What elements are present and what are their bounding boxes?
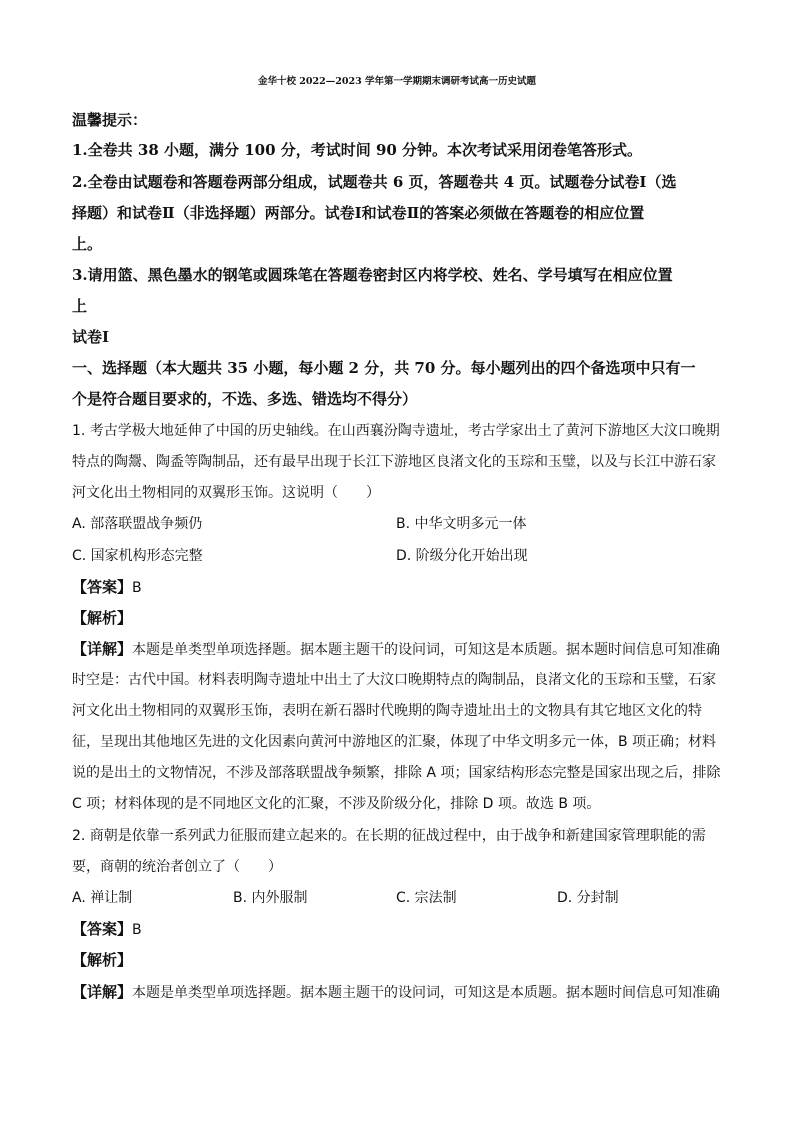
q2-detail-line-1: [72, 982, 720, 1003]
q1-stem-line-2: 特点的陶鬶、陶盉等陶制品，还有最早出现于长江下游地区良渚文化的玉琮和玉璧，以及与长江中游石家: [72, 454, 716, 470]
page-title: 金华十校 2022—2023 学年第一学期期末调研考试高一历史试题: [258, 76, 536, 87]
answer-value: B: [132, 580, 142, 596]
q2-answer: [72, 919, 142, 940]
q2-option-a: A. 禅让制: [72, 890, 133, 906]
detail-tag: 【详解】: [72, 983, 133, 1001]
q2-analysis-tag: 【解析】: [72, 951, 133, 969]
answer-tag: 【答案】: [72, 920, 133, 938]
q2-option-c: C. 宗法制: [396, 890, 457, 906]
q2-stem-line-2: 要，商朝的统治者创立了（ ）: [72, 859, 282, 875]
paper-1-heading: 试卷Ⅰ: [72, 328, 110, 346]
q1-detail-line-2: 时空是：古代中国。材料表明陶寺遗址中出土了大汶口晚期特点的陶制品，良渚文化的玉琮和玉璧，石家: [72, 672, 716, 688]
section-heading-line-1: 一、选择题（本大题共 35 小题，每小题 2 分，共 70 分。每小题列出的四个备选项中只有一: [72, 359, 696, 377]
q1-detail-line-6: C 项；材料体现的是不同地区文化的汇聚，不涉及阶级分化，排除 D 项。故选 B 项。: [72, 796, 601, 812]
q1-answer: [72, 577, 142, 598]
tip-item-3-line-1: 3.请用篮、黑色墨水的钢笔或圆珠笔在答题卷密封区内将学校、姓名、学号填写在相应位置: [72, 266, 673, 284]
answer-value: B: [132, 922, 142, 938]
q2-option-b: B. 内外服制: [233, 890, 308, 906]
q1-detail-line-3: 河文化出土物相同的双翼形玉饰，表明在新石器时代晚期的陶寺遗址出土的文物具有其它地区文化的特: [72, 703, 702, 719]
tip-item-2-line-2: 择题）和试卷Ⅱ（非选择题）两部分。试卷Ⅰ和试卷Ⅱ的答案必须做在答题卷的相应位置: [72, 204, 645, 222]
tip-item-3-line-2: 上: [72, 297, 88, 315]
q1-detail-line-1: [72, 639, 720, 660]
q1-detail-line-4: 征，呈现出其他地区先进的文化因素向黄河中游地区的汇聚，体现了中华文明多元一体，B 项正确；材料: [72, 734, 717, 750]
q1-detail-line-5: 说的是出土的文物情况，不涉及部落联盟战争频繁，排除 A 项；国家结构形态完整是国家出现之后，排除: [72, 765, 721, 781]
q1-option-d: D. 阶级分化开始出现: [396, 548, 528, 564]
tip-item-2-line-3: 上。: [72, 235, 103, 253]
tip-item-1: 1.全卷共 38 小题，满分 100 分，考试时间 90 分钟。本次考试采用闭卷笔答形式。: [72, 141, 643, 159]
tip-item-2-line-1: 2.全卷由试题卷和答题卷两部分组成，试题卷共 6 页，答题卷共 4 页。试题卷分试卷Ⅰ（选: [72, 173, 677, 191]
answer-tag: 【答案】: [72, 578, 133, 596]
q1-stem-line-3: 河文化出土物相同的双翼形玉饰。这说明（ ）: [72, 485, 380, 501]
q1-stem-line-1: 1. 考古学极大地延伸了中国的历史轴线。在山西襄汾陶寺遗址，考古学家出土了黄河下游地区大汶口晚期: [72, 423, 720, 439]
q1-option-a: A. 部落联盟战争频仍: [72, 516, 203, 532]
q1-option-b: B. 中华文明多元一体: [396, 516, 527, 532]
q2-stem-line-1: 2. 商朝是依靠一系列武力征服而建立起来的。在长期的征战过程中，由于战争和新建国家管理职能的需: [72, 828, 706, 844]
detail-tag: 【详解】: [72, 640, 133, 658]
section-heading-line-2: 个是符合题目要求的，不选、多选、错选均不得分）: [72, 390, 418, 408]
tips-heading: 温馨提示：: [72, 111, 148, 129]
detail-text: 本题是单类型单项选择题。据本题主题干的设问词，可知这是本质题。据本题时间信息可知准确: [132, 642, 721, 658]
q1-option-c: C. 国家机构形态完整: [72, 548, 203, 564]
q2-option-d: D. 分封制: [557, 890, 619, 906]
detail-text: 本题是单类型单项选择题。据本题主题干的设问词，可知这是本质题。据本题时间信息可知准确: [132, 985, 721, 1001]
q1-analysis-tag: 【解析】: [72, 609, 133, 627]
